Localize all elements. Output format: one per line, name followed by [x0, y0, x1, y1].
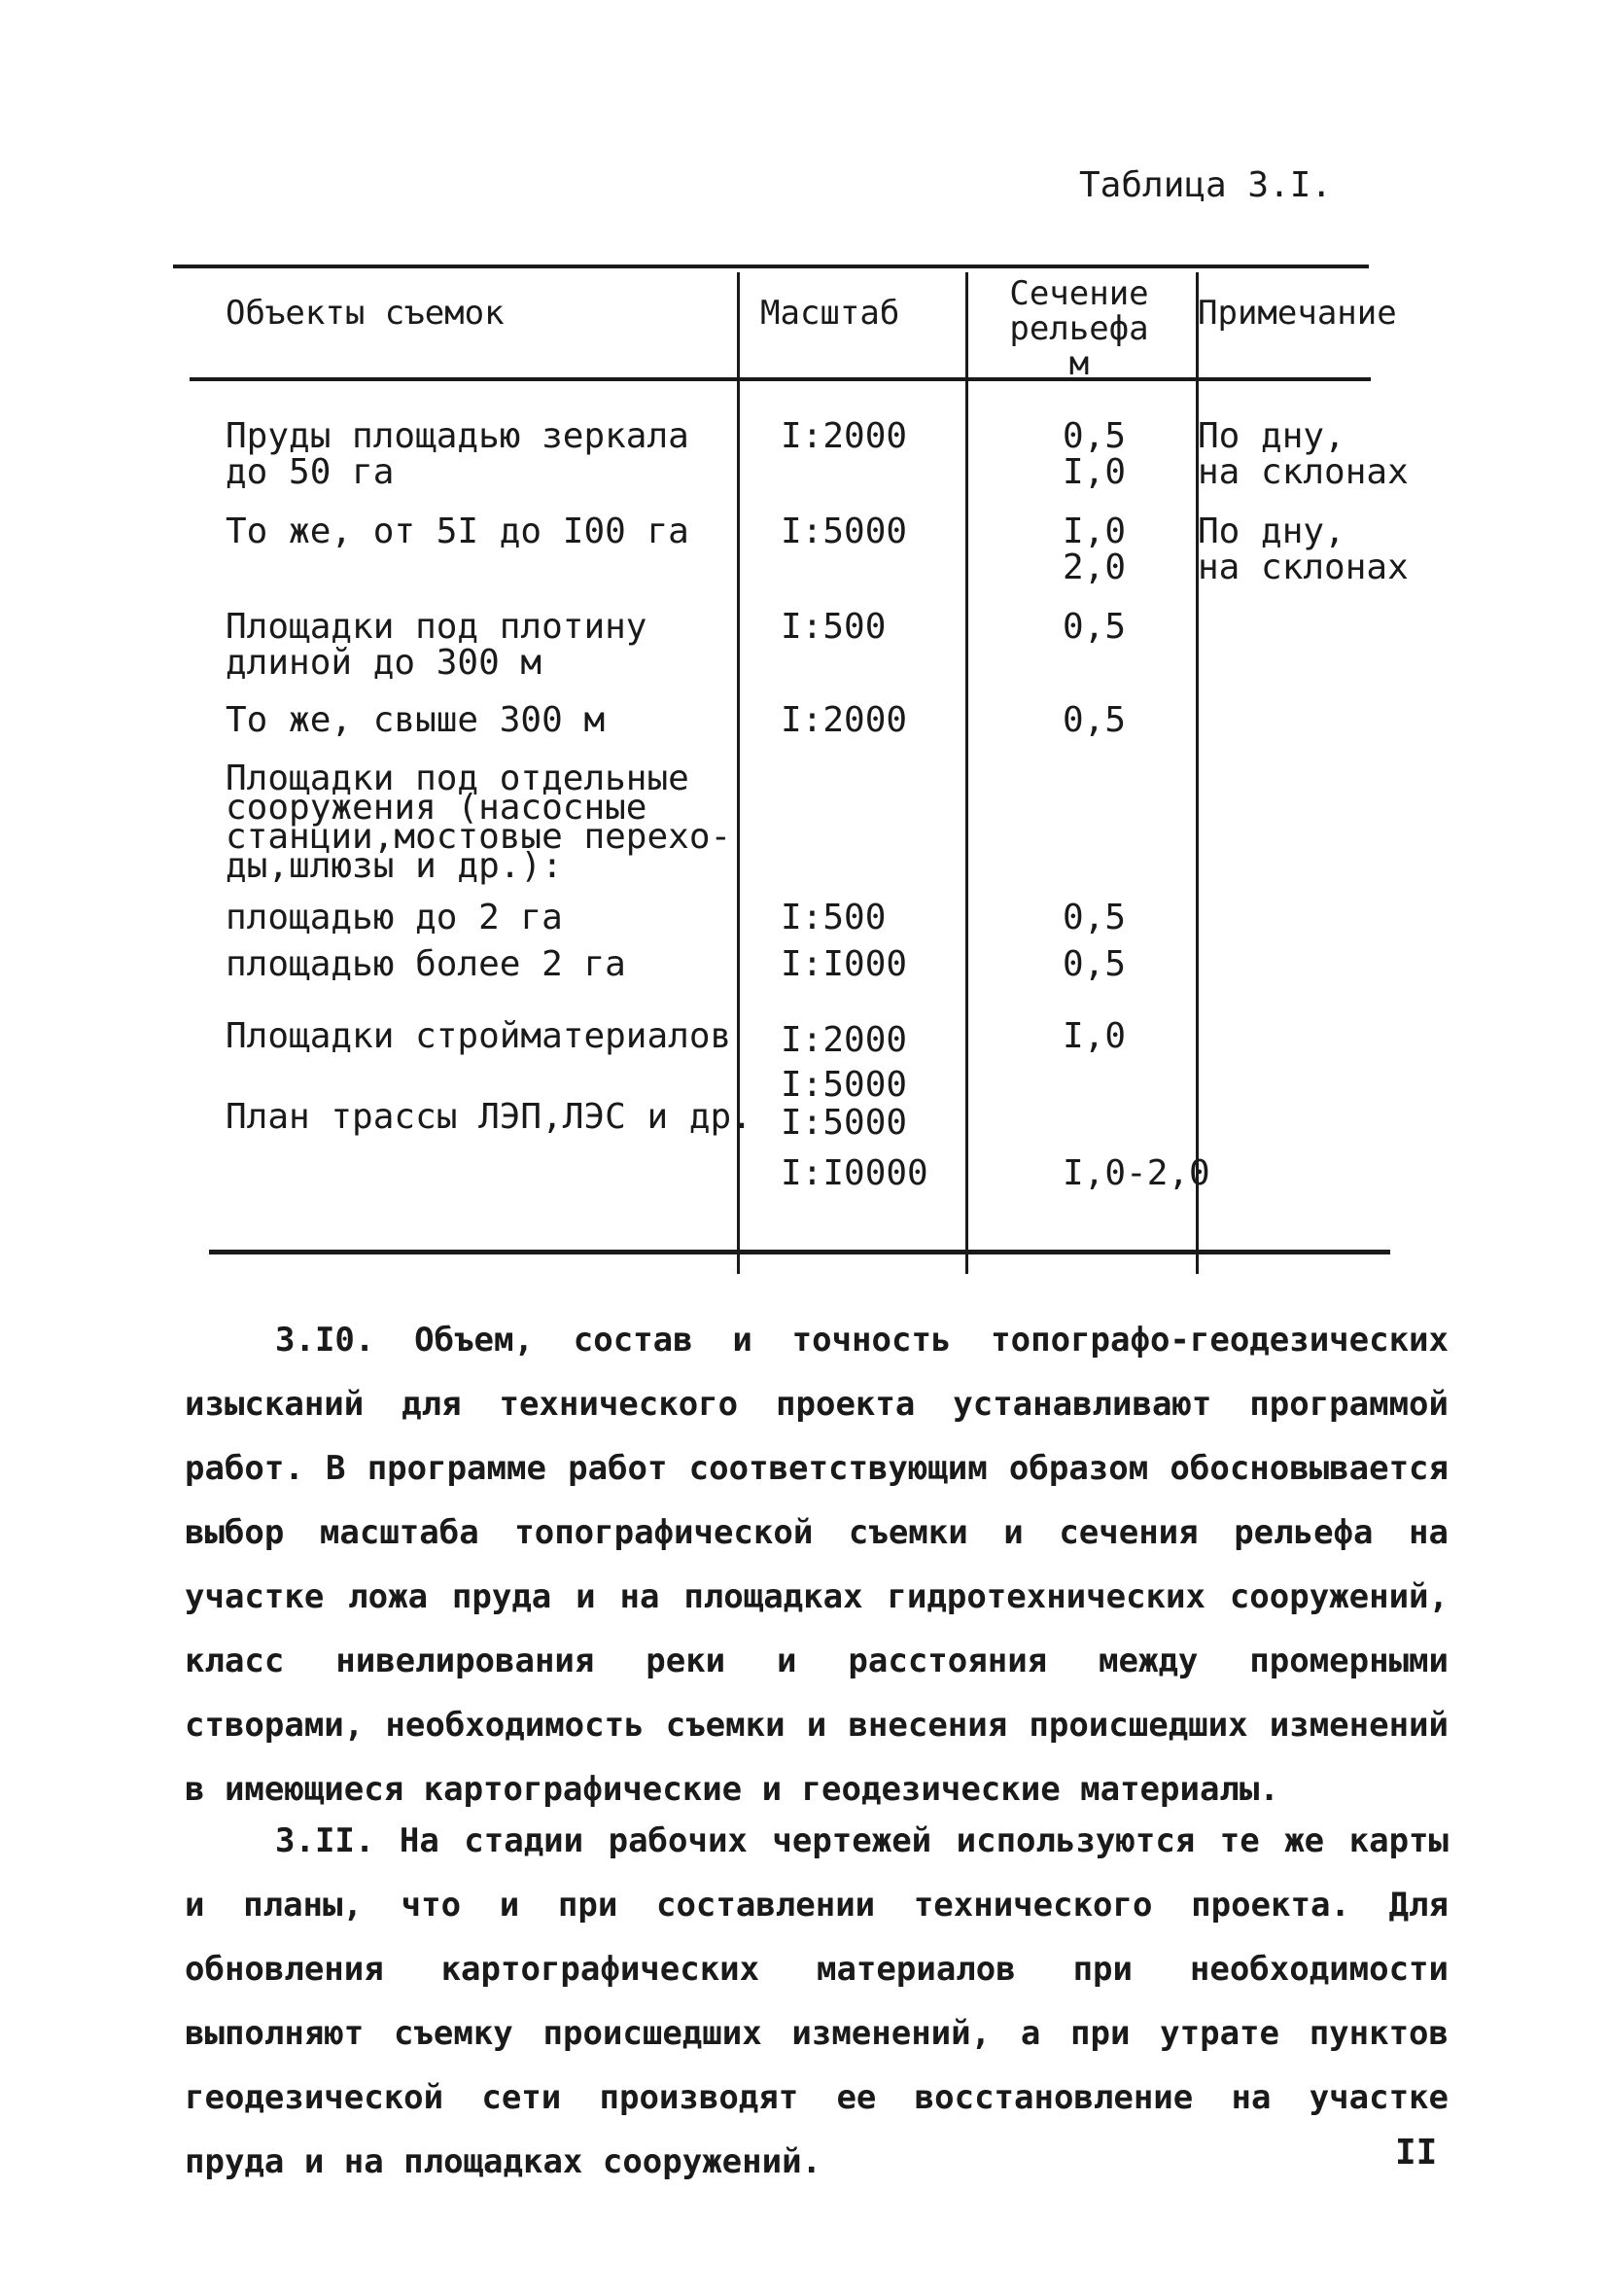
row-object: То же, от 5I до I00 га [226, 512, 689, 551]
header-note: Примечание [1198, 294, 1397, 333]
row-object: площадью до 2 га [226, 898, 563, 937]
row-relief: I,0 [1063, 1016, 1127, 1056]
row-note: По дну, на склонах [1198, 512, 1409, 587]
row-object: площадью более 2 га [226, 944, 626, 984]
row-scale: I:5000 [781, 1103, 908, 1143]
row-scale: I:500 [781, 607, 887, 647]
row-scale: I:I000 [781, 944, 908, 984]
row-object: Площадки стройматериалов [226, 1016, 732, 1056]
row-object: Площадки под плотину длиной до 300 м [226, 607, 647, 683]
row-note: По дну, на склонах [1198, 416, 1409, 492]
row-relief: 0,5 [1063, 607, 1127, 647]
row-relief: I,0-2,0 [1063, 1153, 1210, 1193]
header-scale: Масштаб [760, 294, 900, 333]
table-caption: Таблица 3.I. [1079, 165, 1333, 205]
paragraph-text: 3.II. На стадии рабочих чертежей используются те же карты и планы, что и при составлении технического проекта. Для обновления картографических материалов при необходимости выполняют съемку происшедших изменений, а при утрате пунктов геодезической сети производят ее восстановление на участке пруда и на площадках сооружений. [185, 1821, 1449, 2181]
paragraph-text: 3.I0. Объем, состав и точность топографо-геодезических изысканий для технического проекта устанавливают программой работ. В программе работ соответствующим образом обосновывается выбор масштаба топографической съемки и сечения рельефа на участке ложа пруда и на площадках гидротехнических сооружений, класс нивелирования реки и расстояния между промерными створами, необходимость съемки и внесения происшедших изменений в имеющиеся картографические и геодезические материалы. [185, 1321, 1449, 1809]
row-scale: I:2000 [781, 700, 908, 740]
row-relief: I,0 2,0 [1063, 512, 1127, 587]
header-bottom-rule [190, 377, 1371, 381]
paragraph-3-11 [185, 1809, 1449, 2194]
row-scale: I:I0000 [781, 1153, 928, 1193]
header-objects: Объекты съемок [226, 294, 505, 333]
paragraph-3-10 [185, 1308, 1449, 1821]
row-object: План трассы ЛЭП,ЛЭС и др. [226, 1097, 752, 1137]
table-bottom-rule [209, 1250, 1390, 1254]
row-object: Пруды площадью зеркала до 50 га [226, 416, 689, 492]
row-relief: 0,5 [1063, 944, 1127, 984]
row-object: Площадки под отдельные сооружения (насосные станции,мостовые перехо- ды,шлюзы и др.): [226, 759, 732, 886]
row-relief: 0,5 [1063, 700, 1127, 740]
page-number: II [1395, 2133, 1438, 2172]
header-relief: Сечение рельефа м [1009, 274, 1149, 383]
table-top-rule [173, 265, 1369, 268]
row-scale: I:500 [781, 898, 887, 937]
row-scale: I:5000 [781, 512, 908, 551]
column-divider-2 [965, 272, 968, 1274]
row-relief: 0,5 I,0 [1063, 416, 1127, 492]
row-scale: I:2000 I:5000 [781, 1020, 908, 1105]
row-relief: 0,5 [1063, 898, 1127, 937]
row-scale: I:2000 [781, 416, 908, 456]
row-object: То же, свыше 300 м [226, 700, 606, 740]
